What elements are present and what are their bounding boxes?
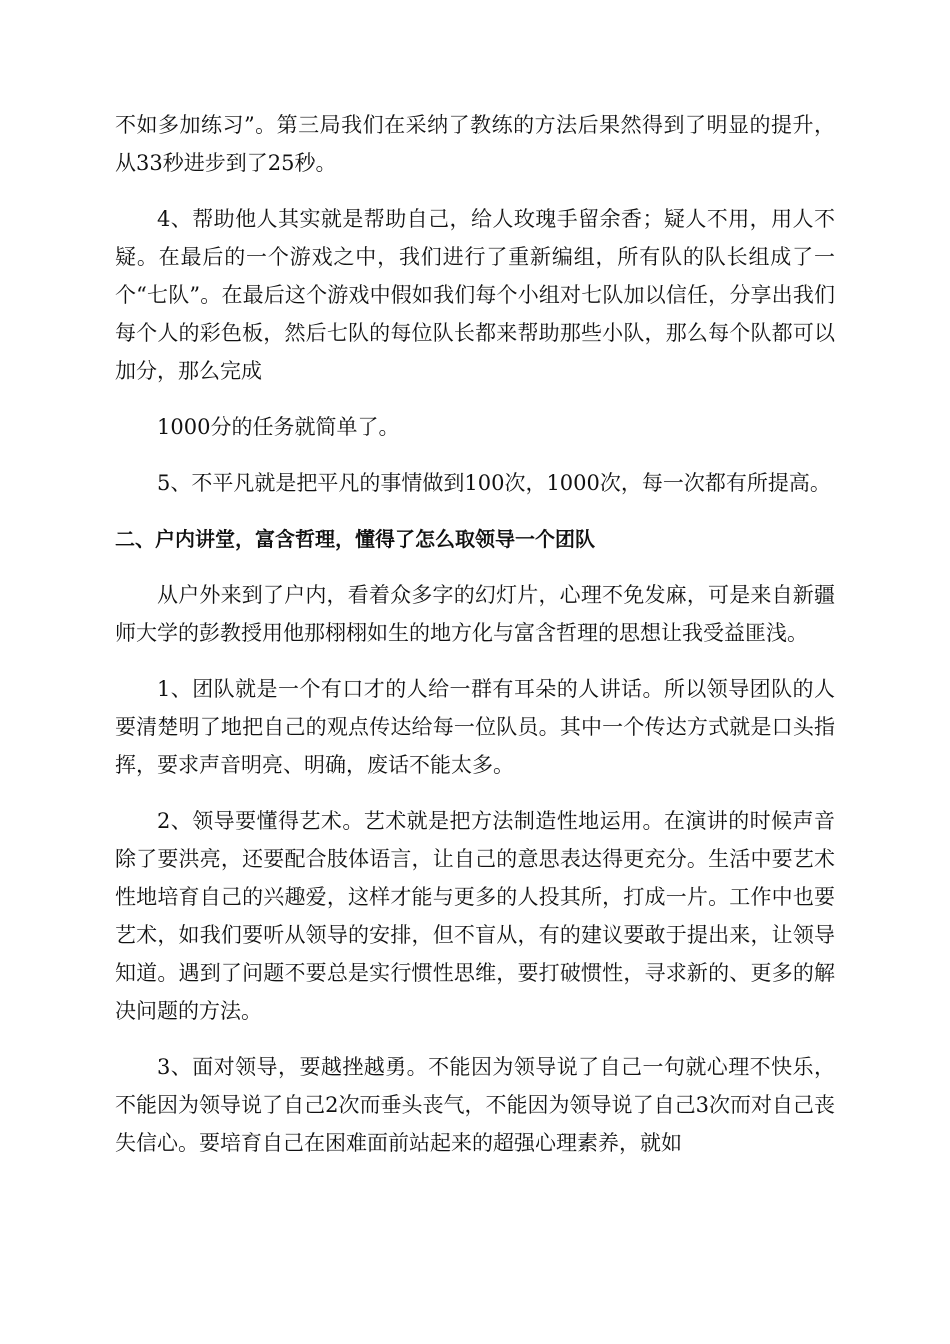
paragraph-item-1: 1、团队就是一个有口才的人给一群有耳朵的人讲话。所以领导团队的人要清楚明了地把自己的观点传达给每一位队员。其中一个传达方式就是口头指挥，要求声音明亮、明确，废话不能太多。 [115,677,835,777]
paragraph-item-3: 3、面对领导，要越挫越勇。不能因为领导说了自己一句就心理不快乐，不能因为领导说了自己2次而垂头丧气，不能因为领导说了自己3次而对自己丧失信心。要培育自己在困难面前站起来的超强心理素养，就如 [115,1055,835,1155]
paragraph-point-4: 4、帮助他人其实就是帮助自己，给人玫瑰手留余香；疑人不用，用人不疑。在最后的一个游戏之中，我们进行了重新编组，所有队的队长组成了一个“七队”。在最后这个游戏中假如我们每个小组对七队加以信任，分享出我们每个人的彩色板，然后七队的每位队长都来帮助那些小队，那么每个队都可以加分，那么完成 [115,207,835,383]
section-heading-2: 二、户内讲堂，富含哲理，懂得了怎么取领导一个团队 [115,527,595,551]
paragraph-item-2: 2、领导要懂得艺术。艺术就是把方法制造性地运用。在演讲的时候声音除了要洪亮，还要配合肢体语言，让自己的意思表达得更充分。生活中要艺术性地培育自己的兴趣爱，这样才能与更多的人投其所，打成一片。工作中也要艺术，如我们要听从领导的安排，但不盲从，有的建议要敢于提出来，让领导知道。遇到了问题不要总是实行惯性思维，要打破惯性，寻求新的、更多的解决问题的方法。 [115,809,835,1023]
paragraph-intro: 从户外来到了户内，看着众多字的幻灯片，心理不免发麻，可是来自新疆师大学的彭教授用他那栩栩如生的地方化与富含哲理的思想让我受益匪浅。 [115,583,835,645]
document-page [115,106,835,1180]
paragraph-continuation: 不如多加练习”。第三局我们在采纳了教练的方法后果然得到了明显的提升，从33秒进步到了25秒。 [115,113,835,175]
paragraph-point-4-end: 1000分的任务就简单了。 [157,415,400,439]
paragraph-point-5: 5、不平凡就是把平凡的事情做到100次，1000次，每一次都有所提高。 [157,471,831,495]
